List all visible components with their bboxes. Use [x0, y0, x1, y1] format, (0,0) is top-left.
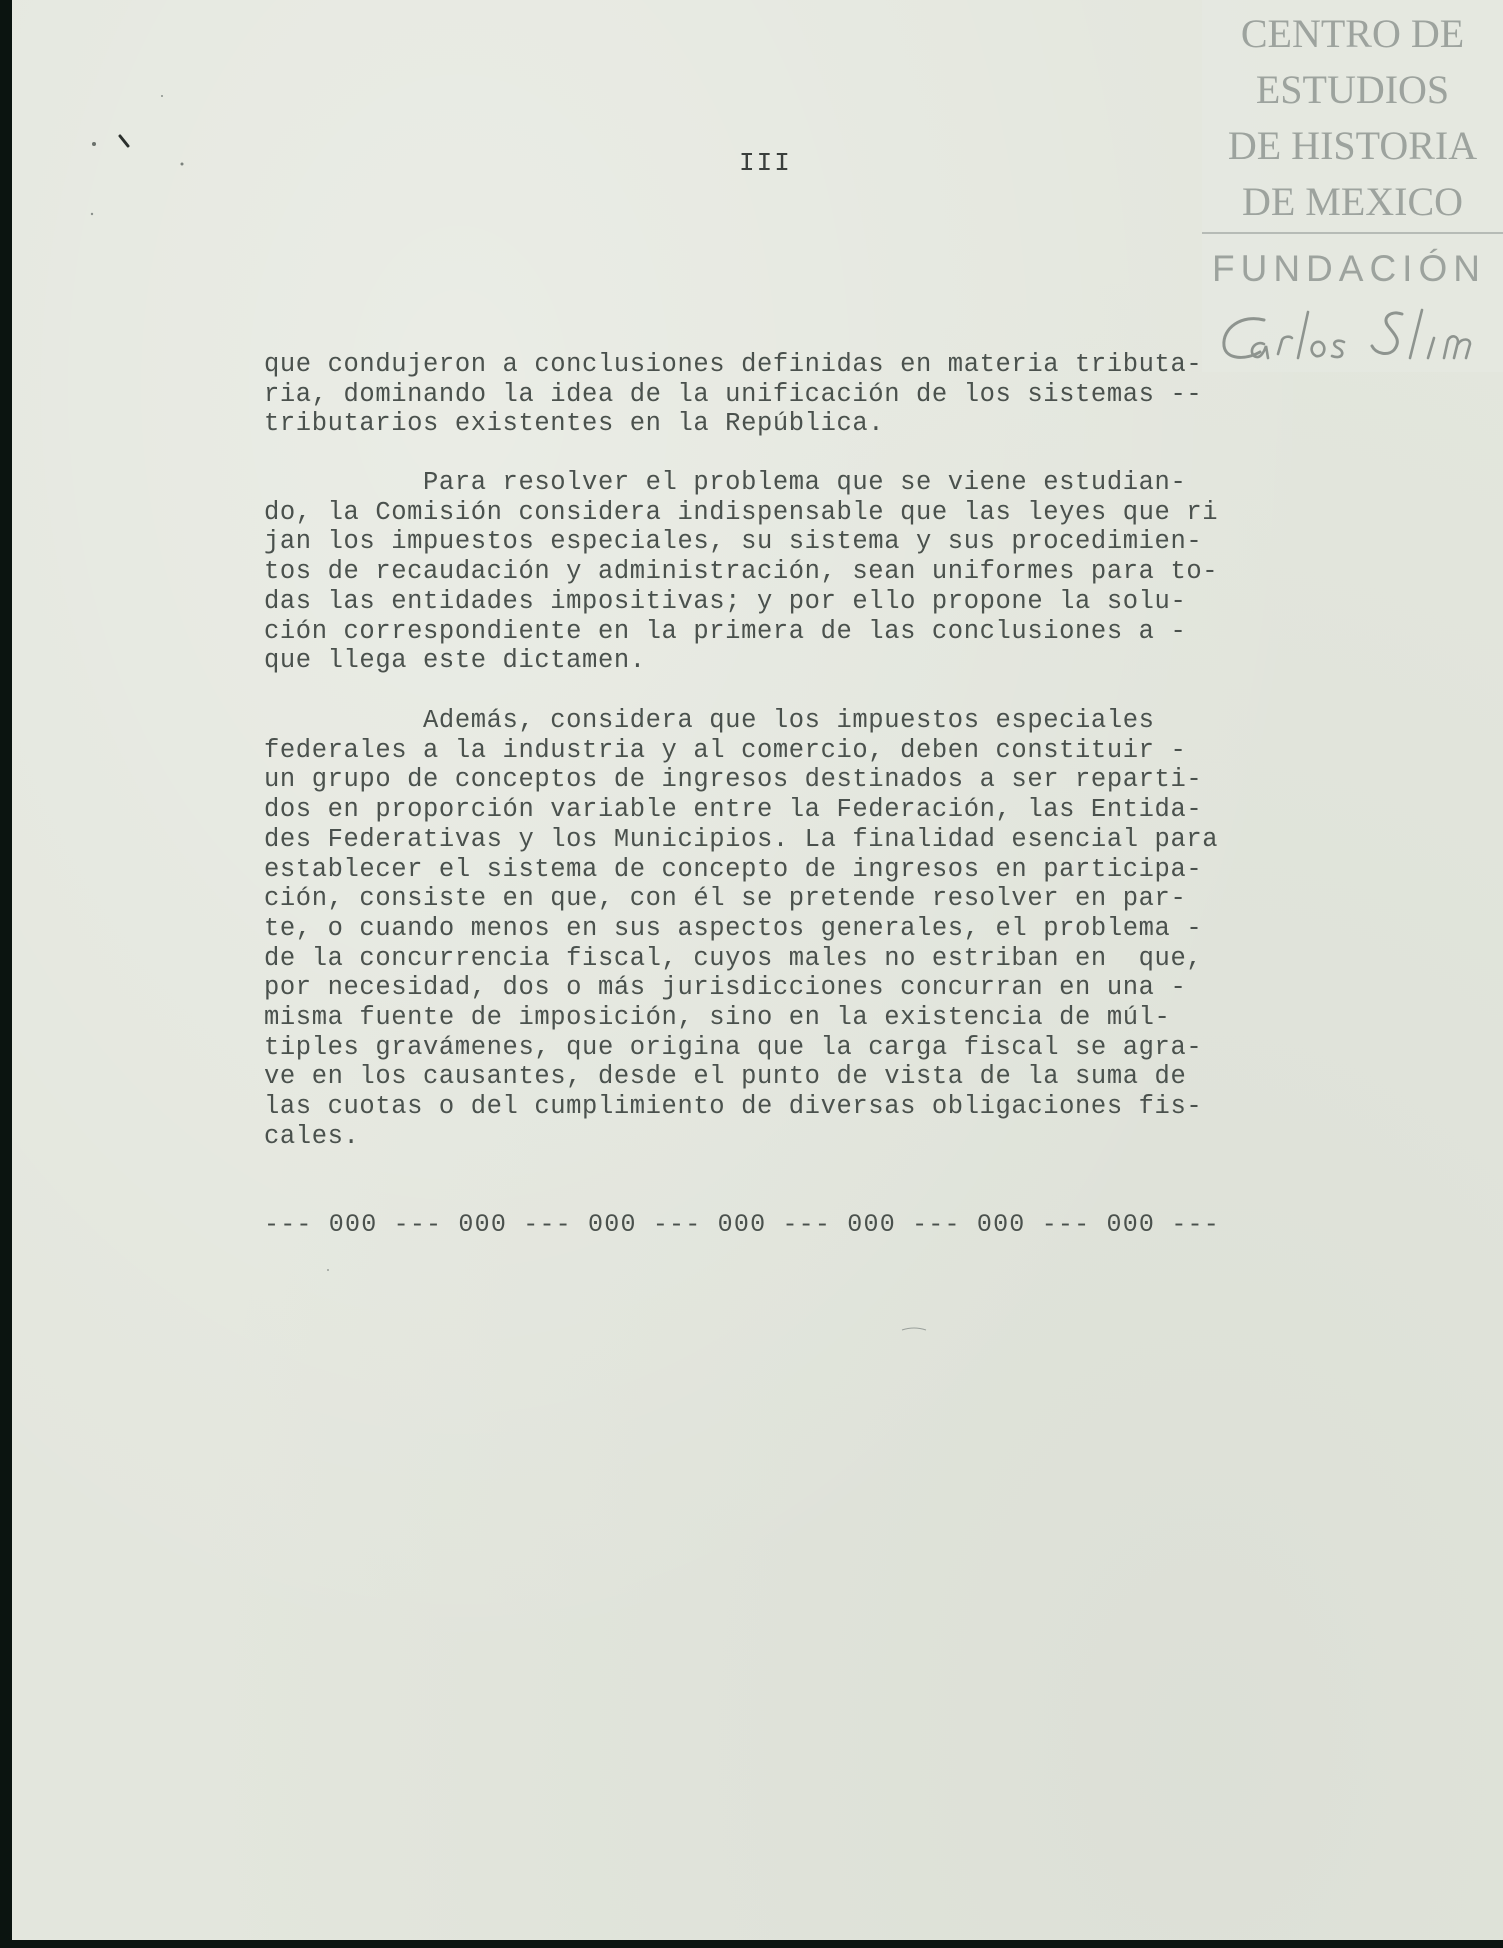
paragraph-line: establecer el sistema de concepto de ingresos en participa- — [264, 854, 1203, 884]
paragraph-line: cales. — [264, 1121, 360, 1151]
watermark-line: ESTUDIOS — [1255, 67, 1450, 112]
watermark-institution — [1202, 6, 1503, 230]
paragraph-line: ción correspondiente en la primera de las conclusiones a - — [264, 616, 1187, 646]
paragraph-line: jan los impuestos especiales, su sistema y sus procedimien- — [264, 527, 1203, 557]
signature-logo — [1212, 300, 1502, 372]
paragraph-2 — [264, 468, 1344, 676]
paragraph-line: tributarios existentes en la República. — [264, 409, 885, 439]
paragraph-line: ción, consiste en que, con él se pretende resolver en par- — [264, 884, 1187, 914]
watermark-divider — [1202, 232, 1503, 234]
paragraph-line: do, la Comisión considera indispensable que las leyes que ri — [264, 497, 1219, 527]
watermark-foundation: FUNDACIÓN — [1212, 248, 1486, 289]
paragraph-line: das las entidades impositivas; y por ello propone la solu- — [264, 586, 1187, 616]
paragraph-line: que condujeron a conclusiones definidas en materia tributa- — [264, 350, 1203, 379]
paragraph-1 — [264, 350, 1344, 439]
paragraph-line: Para resolver el problema que se viene estudian- — [264, 468, 1187, 497]
paragraph-line: tiples gravámenes, que origina que la carga fiscal se agra- — [264, 1032, 1203, 1062]
paragraph-line: misma fuente de imposición, sino en la existencia de múl- — [264, 1003, 1171, 1033]
paragraph-line: las cuotas o del cumplimiento de diversas obligaciones fis- — [264, 1092, 1203, 1122]
paragraph-line: Además, considera que los impuestos especiales — [264, 706, 1155, 735]
page-number: III — [739, 148, 792, 178]
paragraph-line: por necesidad, dos o más jurisdicciones concurran en una - — [264, 973, 1187, 1003]
watermark-line: DE HISTORIA — [1227, 123, 1478, 168]
end-separator: --- 000 --- 000 --- 000 --- 000 --- 000 --- 000 --- 000 --- — [264, 1210, 1220, 1239]
paragraph-line: dos en proporción variable entre la Federación, las Entida- — [264, 795, 1203, 825]
paragraph-line: un grupo de conceptos de ingresos destinados a ser reparti- — [264, 765, 1203, 795]
paragraph-line: de la concurrencia fiscal, cuyos males no estriban en que, — [264, 943, 1203, 973]
paragraph-line: que llega este dictamen. — [264, 646, 646, 676]
paragraph-3 — [264, 706, 1344, 1152]
paragraph-line: te, o cuando menos en sus aspectos generales, el problema - — [264, 913, 1203, 943]
paragraph-line: ria, dominando la idea de la unificación de los sistemas -- — [264, 379, 1203, 409]
watermark-line: CENTRO DE — [1240, 11, 1465, 56]
paragraph-line: ve en los causantes, desde el punto de vista de la suma de — [264, 1062, 1187, 1092]
paragraph-line: tos de recaudación y administración, sean uniformes para to- — [264, 557, 1219, 587]
archive-watermark — [1202, 0, 1503, 372]
watermark-line: DE MEXICO — [1241, 179, 1464, 224]
paragraph-line: des Federativas y los Municipios. La finalidad esencial para — [264, 824, 1219, 854]
paragraph-line: federales a la industria y al comercio, deben constituir - — [264, 735, 1187, 765]
